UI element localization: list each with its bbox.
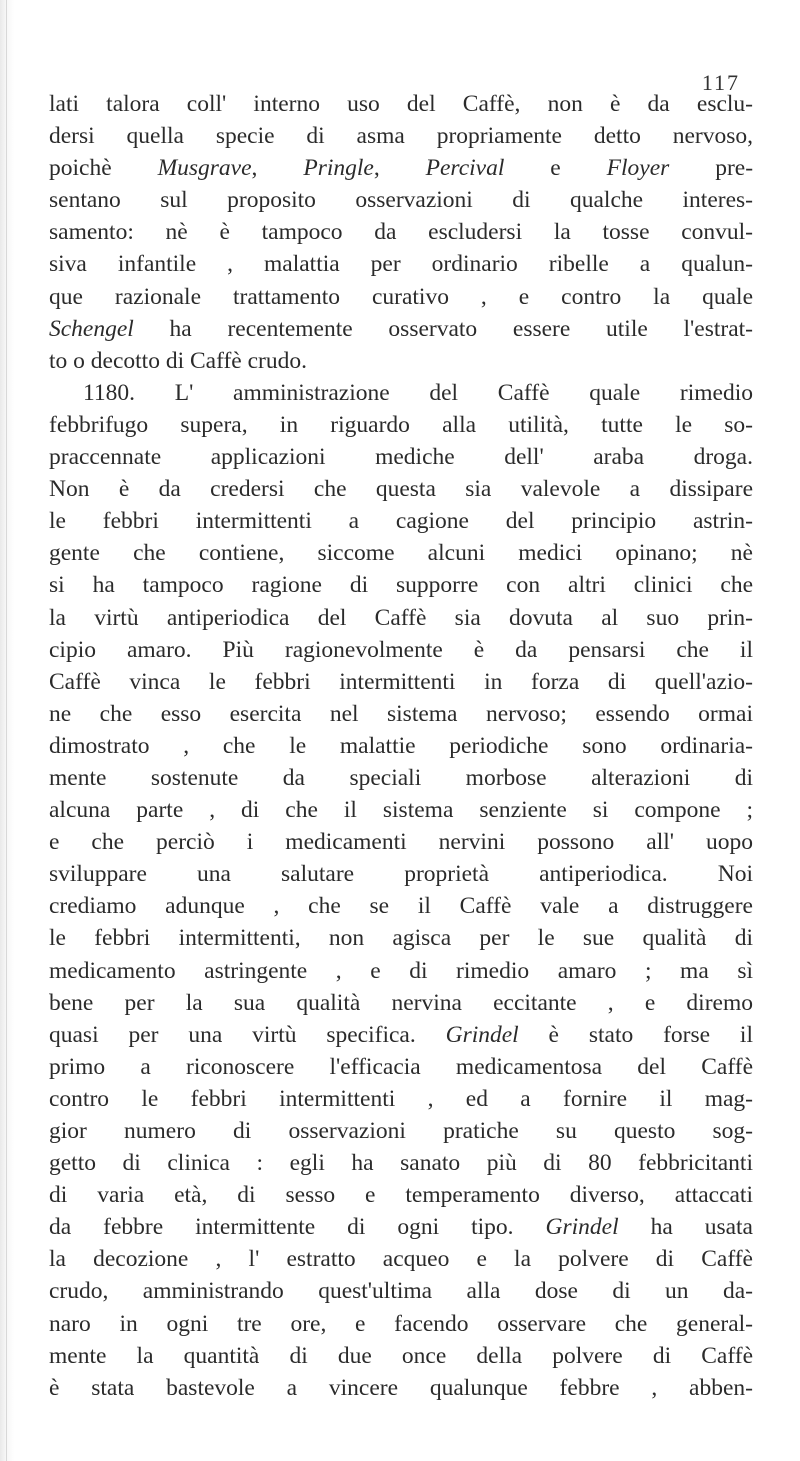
text-line [49, 955, 753, 987]
text-segment: la decozione , l' estratto acqueo e la polvere di Caffè [49, 1246, 753, 1273]
text-segment: que razionale trattamento curativo , e contro la quale [49, 283, 753, 310]
text-line [49, 698, 753, 730]
text-segment: la virtù antiperiodica del Caffè sia dovuta al suo prin- [49, 604, 753, 631]
text-line [49, 730, 753, 762]
text-line [49, 345, 753, 377]
italic-name: Schengel [49, 315, 134, 342]
italic-name: Musgrave [157, 155, 252, 182]
text-line [49, 409, 753, 441]
text-line [49, 602, 753, 634]
text-line [49, 890, 753, 922]
text-segment: naro in ogni tre ore, e facendo osservare che general- [49, 1310, 753, 1337]
italic-name: Pringle [303, 155, 374, 182]
italic-name: Grindel [445, 1021, 519, 1048]
text-segment: e [504, 155, 607, 182]
italic-name: Floyer [606, 155, 670, 182]
text-segment: mente sostenute da speciali morbose alterazioni di [49, 764, 753, 791]
text-segment: le febbri intermittenti a cagione del principio astrin- [49, 508, 753, 535]
text-line [49, 826, 753, 858]
text-segment: sviluppare una salutare proprietà antiperiodica. Noi [49, 861, 753, 888]
text-line [49, 505, 753, 537]
text-line [49, 120, 753, 152]
text-segment: ne che esso esercita nel sistema nervoso; essendo ormai [49, 700, 753, 727]
text-line [49, 152, 753, 184]
text-segment: febbrifugo supera, in riguardo alla utilità, tutte le so- [49, 411, 753, 438]
text-segment: da febbre intermittente di ogni tipo. [49, 1214, 546, 1241]
text-segment: si ha tampoco ragione di supporre con altri clinici che [49, 572, 753, 599]
text-segment: crudo, amministrando quest'ultima alla dose di un da- [49, 1278, 753, 1305]
text-line [49, 1083, 753, 1115]
text-line [49, 1275, 753, 1307]
text-segment: alcuna parte , di che il sistema senziente si compone ; [49, 797, 753, 824]
text-segment: medicamento astringente , e di rimedio amaro ; ma sì [49, 957, 753, 984]
page-number: 117 [701, 70, 740, 95]
text-segment: di varia età, di sesso e temperamento diverso, attaccati [49, 1182, 753, 1209]
text-segment: primo a riconoscere l'efficacia medicamentosa del Caffè [49, 1053, 753, 1080]
text-line [49, 1372, 753, 1404]
text-segment: contro le febbri intermittenti , ed a fornire il mag- [49, 1085, 753, 1112]
text-line [49, 922, 753, 954]
text-line [49, 281, 753, 313]
text-line [49, 537, 753, 569]
text-line [49, 569, 753, 601]
text-line [49, 666, 753, 698]
text-line [49, 1115, 753, 1147]
text-segment: e che perciò i medicamenti nervini possono all' uopo [49, 829, 753, 856]
text-line [49, 216, 753, 248]
text-segment: siva infantile , malattia per ordinario ribelle a qualun- [49, 251, 753, 278]
text-segment: quasi per una virtù specifica. [49, 1021, 446, 1048]
text-segment: bene per la sua qualità nervina eccitante , e diremo [49, 989, 753, 1016]
text-segment: Caffè vinca le febbri intermittenti in forza di quell'azio- [49, 668, 753, 695]
text-line [49, 1308, 753, 1340]
text-line [49, 1147, 753, 1179]
body-text [49, 88, 753, 1404]
text-line [49, 634, 753, 666]
text-segment: lati talora coll' interno uso del Caffè, non è da esclu- [49, 91, 753, 117]
text-line [49, 1051, 753, 1083]
text-segment: ha usata [618, 1214, 753, 1241]
text-line [49, 1340, 753, 1372]
text-segment: mente la quantità di due once della polvere di Caffè [49, 1342, 753, 1369]
text-segment: dimostrato , che le malattie periodiche sono ordinaria- [49, 732, 753, 759]
text-segment: ha recentemente osservato essere utile l'estrat- [133, 315, 753, 342]
text-segment: getto di clinica : egli ha sanato più di 80 febbricitanti [49, 1150, 753, 1177]
text-segment: , [373, 155, 426, 182]
text-segment: gente che contiene, siccome alcuni medici opinano; nè [49, 540, 753, 567]
text-line [49, 1019, 753, 1051]
text-segment: pre- [669, 155, 753, 182]
text-segment: , [251, 155, 304, 182]
text-line [49, 248, 753, 280]
text-line [49, 987, 753, 1019]
page-gutter-edge [0, 0, 14, 1461]
text-segment: dersi quella specie di asma propriamente detto nervoso, [49, 123, 753, 150]
text-line [49, 1179, 753, 1211]
text-segment: poichè [49, 155, 158, 182]
text-segment: samento: nè è tampoco da escludersi la tosse convul- [49, 219, 753, 246]
text-segment: sentano sul proposito osservazioni di qualche interes- [49, 187, 753, 214]
text-line [49, 858, 753, 890]
text-line [49, 377, 753, 409]
text-segment: gior numero di osservazioni pratiche su questo sog- [49, 1118, 753, 1144]
text-line [49, 313, 753, 345]
text-segment: cipio amaro. Più ragionevolmente è da pensarsi che il [49, 636, 753, 663]
text-line [49, 1243, 753, 1275]
text-segment: crediamo adunque , che se il Caffè vale a distruggere [49, 893, 753, 920]
text-line [49, 441, 753, 473]
text-line [49, 1211, 753, 1243]
text-segment: to o decotto di Caffè crudo. [49, 347, 307, 374]
text-segment: le febbri intermittenti, non agisca per le sue qualità di [49, 925, 753, 952]
text-segment: è stato forse il [518, 1021, 753, 1048]
text-segment: 1180. L' amministrazione del Caffè quale rimedio [83, 379, 753, 406]
text-segment: praccennate applicazioni mediche dell' araba droga. [49, 444, 753, 471]
text-line [49, 88, 753, 120]
italic-name: Percival [425, 155, 505, 182]
text-line [49, 794, 753, 826]
text-line [49, 762, 753, 794]
italic-name: Grindel [545, 1214, 619, 1241]
text-segment: Non è da credersi che questa sia valevole a dissipare [49, 476, 753, 503]
text-line [49, 184, 753, 216]
text-line [49, 473, 753, 505]
text-segment: è stata bastevole a vincere qualunque febbre , abben- [49, 1374, 753, 1401]
